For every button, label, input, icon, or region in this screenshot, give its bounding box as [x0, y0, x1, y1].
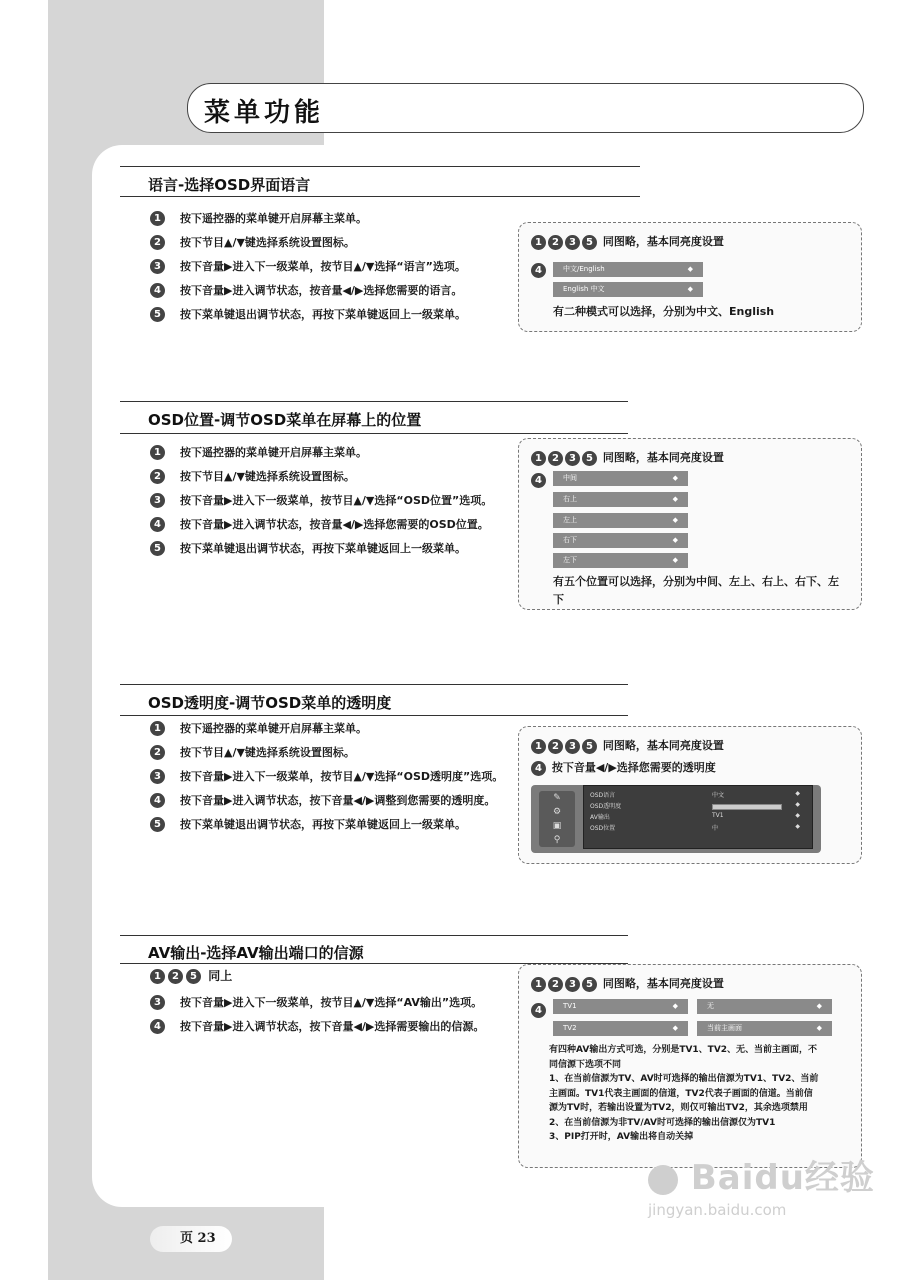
step-item: 3 按下音量▶进入下一级菜单，按节目▲/▼选择“OSD透明度”选项。: [150, 766, 512, 787]
diamond-icon: ◆: [672, 516, 678, 524]
steps-osd-transparency: [150, 718, 512, 838]
section-rule-top: [120, 401, 628, 402]
same-as-above: 1 2 5 同上: [150, 966, 512, 986]
step-item: 2 按下节目▲/▼键选择系统设置图标。: [150, 466, 512, 487]
page-title-box: [187, 83, 864, 133]
steps-language: [150, 208, 512, 328]
diamond-icon: ◆: [672, 495, 678, 503]
menu-row: 左上 ◆: [553, 513, 688, 528]
search-icon: ⚲: [553, 835, 561, 845]
panel-av-output: 1 2 3 5 同图略，基本同亮度设置 4 TV1 ◆ 无 ◆ TV2 ◆ 当前主画面 ◆ 有四种AV输出方式可选，分别是TV1、TV2、无、当前主画面，不同信源下选项不同 1、在当前信源为TV、AV时可选择的输出信源为TV1、TV2、当前主画面。TV1代表主画面的信道，TV2代表子画面的信道。当前信源为TV时，若输出设置为TV2，则仅可输出TV2，其余选项禁用 2、在当前信源为非TV/AV时可选择的输出信源仅为TV1 3、PIP打开时，AV输出将自动关掉: [518, 964, 862, 1168]
square-icon: ▣: [552, 821, 562, 831]
step-item: 5 按下菜单键退出调节状态，再按下菜单键返回上一级菜单。: [150, 538, 512, 559]
diamond-icon: ◆: [816, 1002, 822, 1010]
tv-row: OSD位置 中 ◆: [590, 823, 800, 832]
menu-row: English 中文 ◆: [553, 282, 703, 297]
panel-language: 1 2 3 5 同图略，基本同亮度设置 4 中文/English ◆ English 中文 ◆ 有二种模式可以选择，分别为中文、English: [518, 222, 862, 332]
panel-osd-position: 1 2 3 5 同图略，基本同亮度设置 4 中间 ◆ 右上 ◆ 左上 ◆ 右下 ◆ 左下 ◆ 有五个位置可以选择，分别为中间、左上、右上、右下、左下: [518, 438, 862, 610]
menu-row: 左下 ◆: [553, 553, 688, 568]
menu-row: TV2 ◆: [553, 1021, 688, 1036]
gear-icon: ⚙: [552, 807, 562, 817]
tv-row: OSD语言 中文 ◆: [590, 790, 800, 799]
diamond-icon: ◆: [816, 1024, 822, 1032]
page-number: 页 23: [150, 1226, 232, 1252]
diamond-icon: ◆: [672, 536, 678, 544]
step-item: 4 按下音量▶进入调节状态，按下音量◀/▶选择需要输出的信源。: [150, 1016, 512, 1037]
section-rule-top: [120, 166, 640, 167]
tv-row: OSD透明度 ◆: [590, 801, 800, 810]
section-title-language: 语言-选择OSD界面语言: [148, 176, 311, 194]
baidu-paw-icon: [648, 1165, 678, 1195]
section-title-av-output: AV输出-选择AV输出端口的信源: [148, 944, 364, 962]
diamond-icon: ◆: [672, 474, 678, 482]
panel-heading: 1 2 3 5 同图略，基本同亮度设置: [531, 233, 724, 250]
section-rule-bottom: [120, 433, 628, 434]
step-item: 5 按下菜单键退出调节状态，再按下菜单键返回上一级菜单。: [150, 304, 512, 325]
panel-notes: 有四种AV输出方式可选，分别是TV1、TV2、无、当前主画面，不同信源下选项不同 1、在当前信源为TV、AV时可选择的输出信源为TV1、TV2、当前主画面。TV1代表主画面的信道，TV2代表子画面的信道。当前信源为TV时，若输出设置为TV2，则仅可输出TV2，其余选项禁用 2、在当前信源为非TV/AV时可选择的输出信源仅为TV1 3、PIP打开时，AV输出将自动关掉: [549, 1045, 819, 1142]
diamond-icon: ◆: [672, 1002, 678, 1010]
menu-row: 中文/English ◆: [553, 262, 703, 277]
diamond-icon: ◆: [672, 1024, 678, 1032]
tool-icon: ✎: [553, 793, 561, 803]
panel-subheading: 4 按下音量◀/▶选择您需要的透明度: [531, 759, 716, 776]
step-item: 3 按下音量▶进入下一级菜单，按节目▲/▼选择“OSD位置”选项。: [150, 490, 512, 511]
step-item: 1 按下遥控器的菜单键开启屏幕主菜单。: [150, 718, 512, 739]
transparency-slider: [712, 804, 782, 810]
tv-osd-screen: [531, 785, 821, 853]
step-item: 3 按下音量▶进入下一级菜单，按节目▲/▼选择“语言”选项。: [150, 256, 512, 277]
section-rule-top: [120, 935, 628, 936]
tv-row: AV输出 TV1 ◆: [590, 812, 800, 821]
panel-note: 有二种模式可以选择，分别为中文、English: [553, 305, 775, 318]
step-item: 4 按下音量▶进入调节状态，按下音量◀/▶调整到您需要的透明度。: [150, 790, 512, 811]
section-title-osd-position: OSD位置-调节OSD菜单在屏幕上的位置: [148, 411, 422, 429]
step-item: 4 按下音量▶进入调节状态，按音量◀/▶选择您需要的语言。: [150, 280, 512, 301]
section-title-osd-transparency: OSD透明度-调节OSD菜单的透明度: [148, 694, 392, 712]
menu-row: 中间 ◆: [553, 471, 688, 486]
tv-menu-icons: [539, 791, 575, 847]
step-item: 3 按下音量▶进入下一级菜单，按节目▲/▼选择“AV输出”选项。: [150, 992, 512, 1013]
baidu-watermark: Baidu经验 jingyan.baidu.com: [648, 1158, 875, 1219]
panel-osd-transparency: [518, 726, 862, 864]
steps-osd-position: [150, 442, 512, 562]
step-item: 5 按下菜单键退出调节状态，再按下菜单键返回上一级菜单。: [150, 814, 512, 835]
diamond-icon: ◆: [687, 285, 693, 293]
menu-row: TV1 ◆: [553, 999, 688, 1014]
panel-note: 有五个位置可以选择，分别为中间、左上、右上、右下、左下: [553, 575, 839, 606]
menu-row: 右上 ◆: [553, 492, 688, 507]
panel-heading: 1 2 3 5 同图略，基本同亮度设置: [531, 737, 724, 754]
section-rule-top: [120, 684, 628, 685]
section-rule-bottom: [120, 196, 640, 197]
menu-row: 右下 ◆: [553, 533, 688, 548]
tv-osd-menu: [583, 785, 813, 849]
panel-heading: 1 2 3 5 同图略，基本同亮度设置: [531, 975, 724, 992]
step-item: 2 按下节目▲/▼键选择系统设置图标。: [150, 232, 512, 253]
panel-heading: 1 2 3 5 同图略，基本同亮度设置: [531, 449, 724, 466]
menu-row: 无 ◆: [697, 999, 832, 1014]
section-rule-bottom: [120, 715, 628, 716]
step-item: 1 按下遥控器的菜单键开启屏幕主菜单。: [150, 208, 512, 229]
step-item: 4 按下音量▶进入调节状态，按音量◀/▶选择您需要的OSD位置。: [150, 514, 512, 535]
step-item: 2 按下节目▲/▼键选择系统设置图标。: [150, 742, 512, 763]
steps-av-output: [150, 966, 512, 1040]
diamond-icon: ◆: [672, 556, 678, 564]
page-title: 菜单功能: [204, 98, 325, 128]
menu-row: 当前主画面 ◆: [697, 1021, 832, 1036]
step-item: 1 按下遥控器的菜单键开启屏幕主菜单。: [150, 442, 512, 463]
diamond-icon: ◆: [687, 265, 693, 273]
